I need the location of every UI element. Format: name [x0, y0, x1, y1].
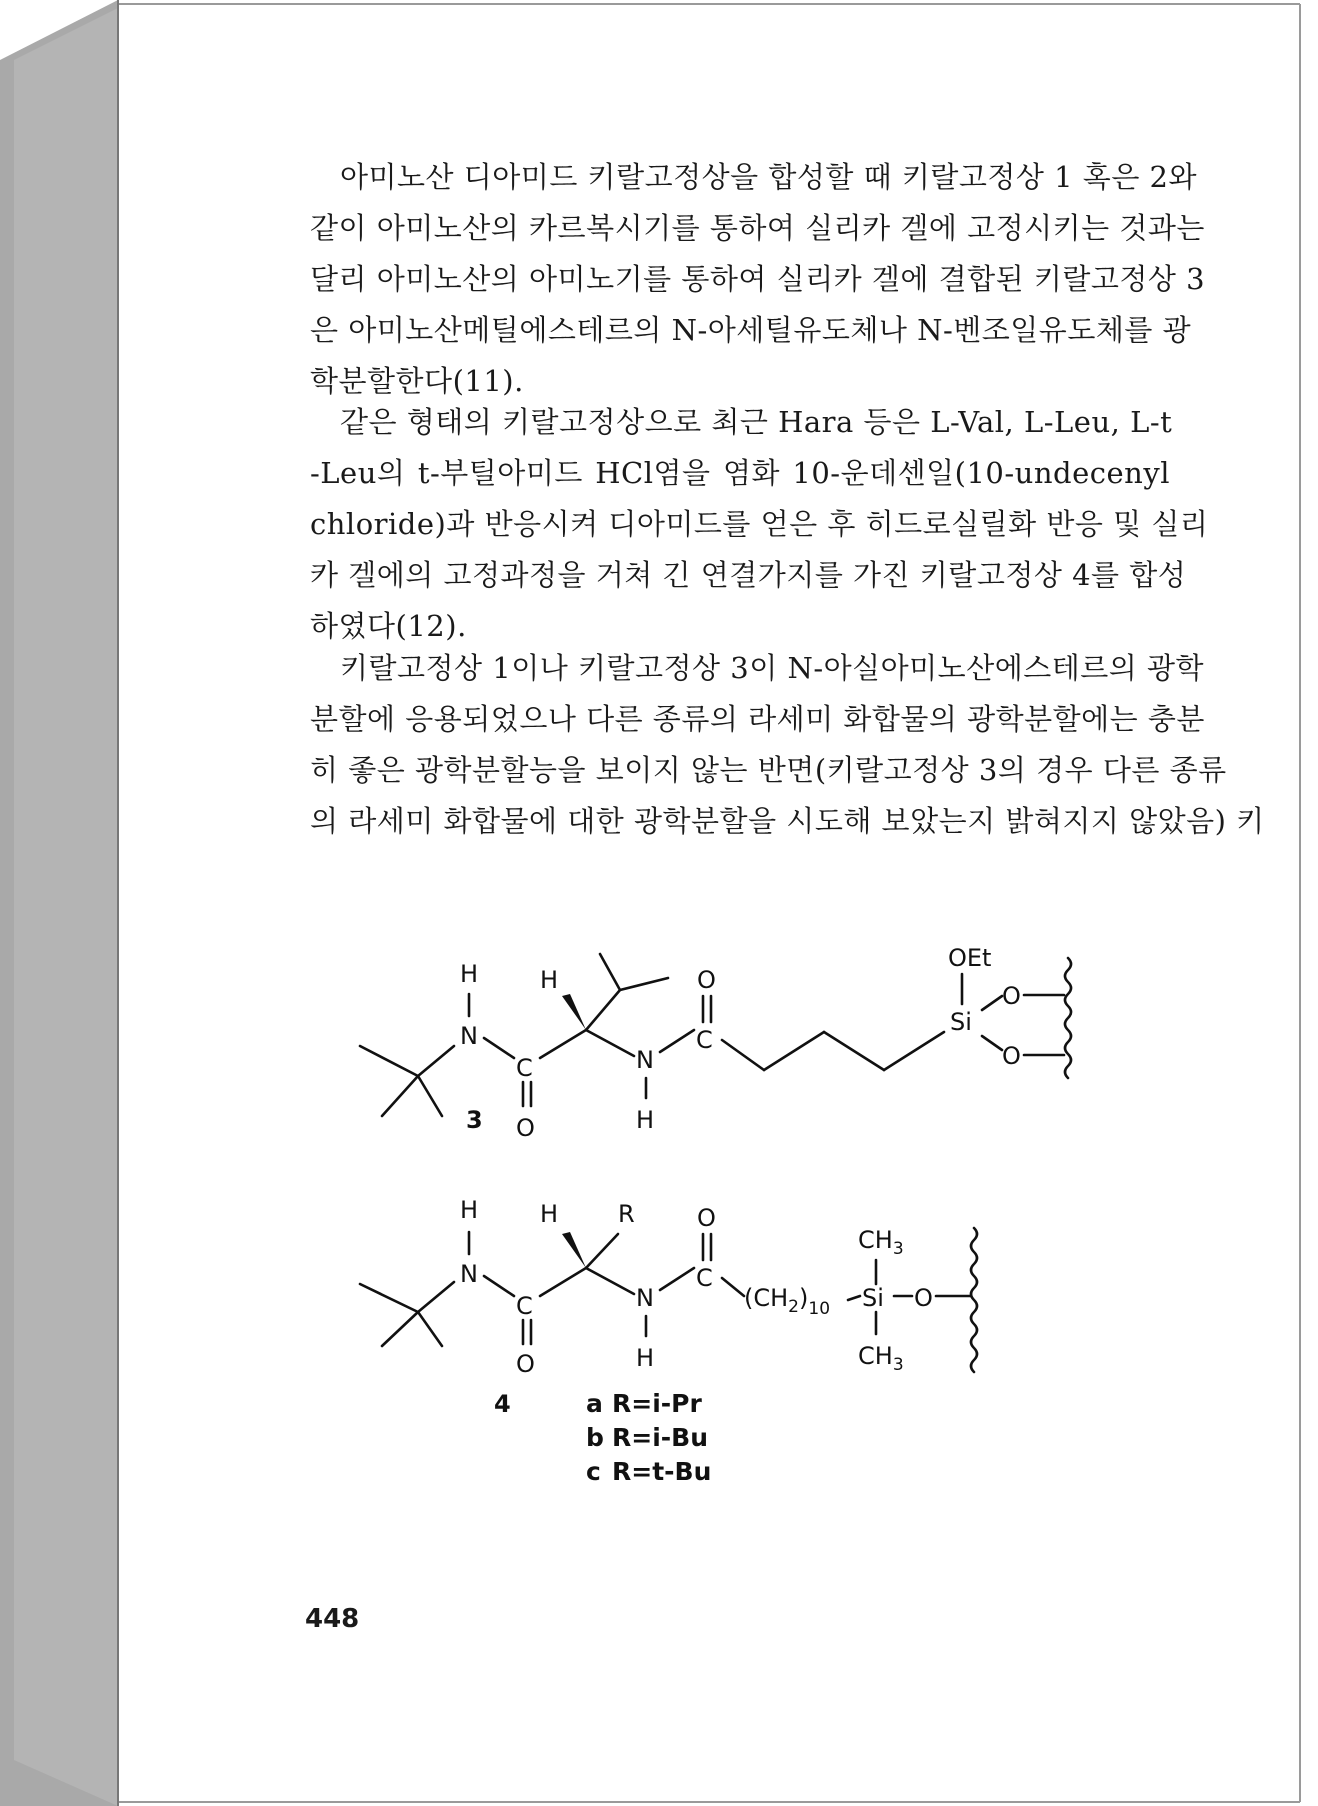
atom-si: Si	[950, 1008, 972, 1036]
paragraph-line: 카 겔에의 고정과정을 거쳐 긴 연결가지를 가진 키랄고정상 4를 합성	[310, 558, 1187, 592]
paragraph-line: 하였다(12).	[310, 609, 467, 643]
book-spine-inner	[14, 8, 118, 1806]
group-ch3: $CH_3$	[858, 1342, 904, 1375]
paragraph-3	[280, 643, 1265, 847]
paragraph-line: 학분할한다(11).	[310, 364, 524, 398]
atom-r: R	[618, 1200, 635, 1228]
atom-o: O	[697, 1204, 716, 1232]
group-ch3: $CH_3$	[858, 1226, 904, 1259]
paragraph-line: 의 라세미 화합물에 대한 광학분할을 시도해 보았는지 밝혀지지 않았음) 키	[310, 804, 1265, 838]
paragraph-line: 같이 아미노산의 카르복시기를 통하여 실리카 겔에 고정시키는 것과는	[310, 211, 1205, 245]
atom-n: N	[460, 1260, 478, 1288]
atom-oet: OEt	[948, 944, 992, 972]
atom-h: H	[460, 1196, 479, 1224]
paragraph-1	[280, 152, 1206, 407]
atom-h: H	[460, 960, 479, 988]
paragraph-line: 분할에 응용되었으나 다른 종류의 라세미 화합물의 광학분할에는 충분	[310, 702, 1205, 736]
atom-c: C	[516, 1054, 533, 1082]
atom-o-ring: O	[1002, 982, 1021, 1010]
structure-label: 4	[494, 1390, 511, 1418]
paragraph-line: -Leu의 t-부틸아미드 HCl염을 염화 10-운데센일(10-undecenyl	[310, 456, 1170, 490]
atom-o: O	[516, 1114, 535, 1142]
legend-text: R=t-Bu	[612, 1457, 712, 1486]
legend-key: b	[586, 1423, 604, 1452]
atom-n: N	[636, 1046, 654, 1074]
atom-h: H	[636, 1106, 655, 1134]
atom-c: C	[696, 1264, 713, 1292]
paragraph-line: 같은 형태의 키랄고정상으로 최근 Hara 등은 L-Val, L-Leu, L-t	[340, 405, 1173, 439]
atom-si: Si	[862, 1284, 884, 1312]
paragraph-line: chloride)과 반응시켜 디아미드를 얻은 후 히드로실릴화 반응 및 실리	[310, 507, 1209, 541]
atom-o-link: O	[914, 1284, 933, 1312]
paragraph-line: 은 아미노산메틸에스테르의 N-아세틸유도체나 N-벤조일유도체를 광	[310, 313, 1192, 347]
paragraph-line: 히 좋은 광학분할능을 보이지 않는 반면(키랄고정상 3의 경우 다른 종류	[310, 753, 1227, 787]
atom-c: C	[696, 1026, 713, 1054]
paragraph-line: 키랄고정상 1이나 키랄고정상 3이 N-아실아미노산에스테르의 광학	[340, 651, 1205, 685]
page-number: 448	[305, 1604, 360, 1634]
atom-n: N	[636, 1284, 654, 1312]
atom-h: H	[636, 1344, 655, 1372]
atom-o: O	[697, 966, 716, 994]
legend-text: R=i-Pr	[612, 1389, 702, 1418]
atom-h: H	[540, 966, 559, 994]
legend-key: c	[586, 1457, 601, 1486]
atom-h: H	[540, 1200, 559, 1228]
structure-label: 3	[466, 1106, 483, 1134]
legend-key: a	[586, 1389, 603, 1418]
atom-c: C	[516, 1292, 533, 1320]
paragraph-2	[280, 397, 1209, 652]
atom-o: O	[516, 1350, 535, 1378]
paragraph-line: 아미노산 디아미드 키랄고정상을 합성할 때 키랄고정상 1 혹은 2와	[340, 160, 1198, 194]
atom-o-ring: O	[1002, 1042, 1021, 1070]
group-ch2: $(CH_2)_{10}$	[744, 1284, 831, 1319]
atom-n: N	[460, 1022, 478, 1050]
paragraph-line: 달리 아미노산의 아미노기를 통하여 실리카 겔에 결합된 키랄고정상 3	[310, 262, 1206, 296]
legend-text: R=i-Bu	[612, 1423, 708, 1452]
